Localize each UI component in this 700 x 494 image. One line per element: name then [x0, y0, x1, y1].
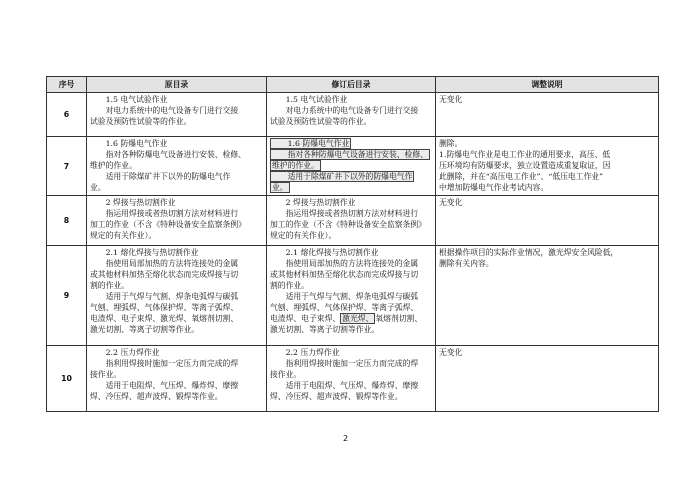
note-cell — [436, 346, 659, 412]
text-segment: 氧熔剂切割、 — [375, 314, 423, 323]
header-no: 序号 — [47, 77, 87, 93]
text-line: 压环境均有防爆要求，独立设置造成重复取证，因 — [439, 161, 611, 170]
text-line: 适用于电阻焊、气压焊、爆炸焊、摩擦 — [270, 381, 419, 390]
text-line: 焊、冷压焊、超声波焊、锻焊等作业。 — [270, 392, 403, 401]
deleted-text-mark: 1.6 防爆电气作业 — [272, 139, 350, 148]
text-line: 适用于气焊与气割、焊条电弧焊与碳弧 — [90, 292, 239, 301]
text-line: 删除有关内容。 — [439, 259, 494, 268]
original-cell — [87, 246, 267, 346]
note-cell — [436, 137, 659, 196]
header-revised: 修订后目录 — [267, 77, 436, 93]
text-line — [270, 313, 432, 324]
text-line: 中增加防爆电气作业考试内容。 — [439, 183, 549, 192]
text-line: 加工的作业（不含《特种设备安全监察条例》 — [270, 220, 426, 229]
text-line: 对电力系统中的电气设备专门进行交接 — [90, 106, 239, 115]
text-line — [270, 182, 432, 193]
text-line: 割的作业。 — [270, 281, 309, 290]
text-line: 2.1 熔化焊接与热切割作业 — [90, 248, 199, 257]
text-line: 此删除，并在“高压电工作业”、“低压电工作业” — [439, 172, 604, 181]
text-line: 接作业。 — [270, 370, 302, 379]
text-line: 2 焊接与热切割作业 — [90, 198, 176, 207]
text-line: 规定的有关作业）。 — [90, 231, 157, 240]
deleted-text-mark: 维护的作业。 — [272, 161, 319, 170]
revised-cell — [267, 93, 436, 137]
text-line: 1.防爆电气作业是电工作业的通用要求，高压、低 — [439, 150, 611, 159]
deleted-text-mark: 指对各种防爆电气设备进行安装、检修、 — [272, 150, 428, 159]
text-line: 1.5 电气试验作业 — [270, 95, 348, 104]
table-row — [47, 137, 659, 196]
text-line: 指运用焊接或者热切割方法对材料进行 — [90, 209, 239, 218]
text-line — [270, 160, 432, 171]
note-cell — [436, 196, 659, 246]
text-line: 维护的作业。 — [90, 161, 137, 170]
text-line: 指使用局部加热的方法将连接处的金属 — [270, 259, 419, 268]
header-note: 调整说明 — [436, 77, 659, 93]
text-line: 无变化 — [439, 198, 463, 207]
text-line: 适用于除煤矿井下以外的防爆电气作 — [90, 172, 231, 181]
text-segment: 电渣焊、电子束焊、 — [270, 314, 341, 323]
text-line: 规定的有关作业）。 — [270, 231, 337, 240]
text-line: 2.2 压力焊作业 — [270, 348, 340, 357]
header-original: 原目录 — [87, 77, 267, 93]
text-line: 2 焊接与热切割作业 — [270, 198, 356, 207]
revised-cell — [267, 196, 436, 246]
revision-table — [46, 76, 659, 412]
table-row — [47, 93, 659, 137]
text-line: 指对各种防爆电气设备进行安装、检修、 — [90, 150, 246, 159]
text-line: 对电力系统中的电气设备专门进行交接 — [270, 106, 419, 115]
text-line — [270, 138, 432, 149]
text-line — [270, 171, 432, 182]
row-number: 10 — [47, 346, 87, 412]
table-row — [47, 196, 659, 246]
original-cell — [87, 93, 267, 137]
text-line: 无变化 — [439, 95, 463, 104]
text-line: 激光切割、等离子切割等作业。 — [270, 325, 380, 334]
note-cell — [436, 93, 659, 137]
text-line: 加工的作业（不含《特种设备安全监察条例》 — [90, 220, 246, 229]
revised-cell — [267, 246, 436, 346]
text-line: 试验及预防性试验等的作业。 — [90, 117, 192, 126]
text-line: 指使用局部加热的方法将连接处的金属 — [90, 259, 239, 268]
text-line: 割的作业。 — [90, 281, 129, 290]
header-row — [47, 77, 659, 93]
text-line — [270, 149, 432, 160]
text-line: 删除。 — [439, 139, 463, 148]
text-line: 指利用焊接时施加一定压力而完成的焊 — [270, 359, 419, 368]
text-line: 或其他材料加热至熔化状态而完成焊接与切 — [270, 270, 419, 279]
deleted-text-mark: 业。 — [272, 183, 288, 192]
text-line: 根据操作项目的实际作业情况，激光焊安全风险低， — [439, 248, 619, 257]
text-line: 气刨、埋弧焊、气体保护焊、等离子弧焊、 — [90, 303, 239, 312]
text-line: 指运用焊接或者热切割方法对材料进行 — [270, 209, 419, 218]
row-number: 8 — [47, 196, 87, 246]
row-number: 7 — [47, 137, 87, 196]
text-line: 业。 — [90, 183, 106, 192]
text-line: 2.2 压力焊作业 — [90, 348, 160, 357]
text-line: 焊、冷压焊、超声波焊、锻焊等作业。 — [90, 392, 223, 401]
original-cell — [87, 196, 267, 246]
text-line: 1.6 防爆电气作业 — [90, 139, 168, 148]
text-line: 无变化 — [439, 348, 463, 357]
note-cell — [436, 246, 659, 346]
text-line: 适用于气焊与气割、焊条电弧焊与碳弧 — [270, 292, 419, 301]
text-line: 电渣焊、电子束焊、激光焊、氧熔剂切割、 — [90, 314, 239, 323]
text-line: 1.5 电气试验作业 — [90, 95, 168, 104]
deleted-text-mark: 激光焊、 — [342, 314, 374, 323]
row-number: 6 — [47, 93, 87, 137]
text-line: 2.1 熔化焊接与热切割作业 — [270, 248, 379, 257]
text-line: 接作业。 — [90, 370, 122, 379]
revised-cell — [267, 346, 436, 412]
revised-cell — [267, 137, 436, 196]
text-line: 指利用焊接时施加一定压力而完成的焊 — [90, 359, 239, 368]
table-row — [47, 246, 659, 346]
deleted-text-mark: 适用于除煤矿井下以外的防爆电气作 — [272, 172, 413, 181]
text-line: 适用于电阻焊、气压焊、爆炸焊、摩擦 — [90, 381, 239, 390]
text-line: 气刨、埋弧焊、气体保护焊、等离子弧焊、 — [270, 303, 419, 312]
text-line: 或其他材料加热至熔化状态而完成焊接与切 — [90, 270, 239, 279]
table-row — [47, 346, 659, 412]
original-cell — [87, 346, 267, 412]
text-line: 激光切割、等离子切割等作业。 — [90, 325, 200, 334]
text-line: 试验及预防性试验等的作业。 — [270, 117, 372, 126]
page-number: 2 — [343, 434, 349, 443]
row-number: 9 — [47, 246, 87, 346]
original-cell — [87, 137, 267, 196]
